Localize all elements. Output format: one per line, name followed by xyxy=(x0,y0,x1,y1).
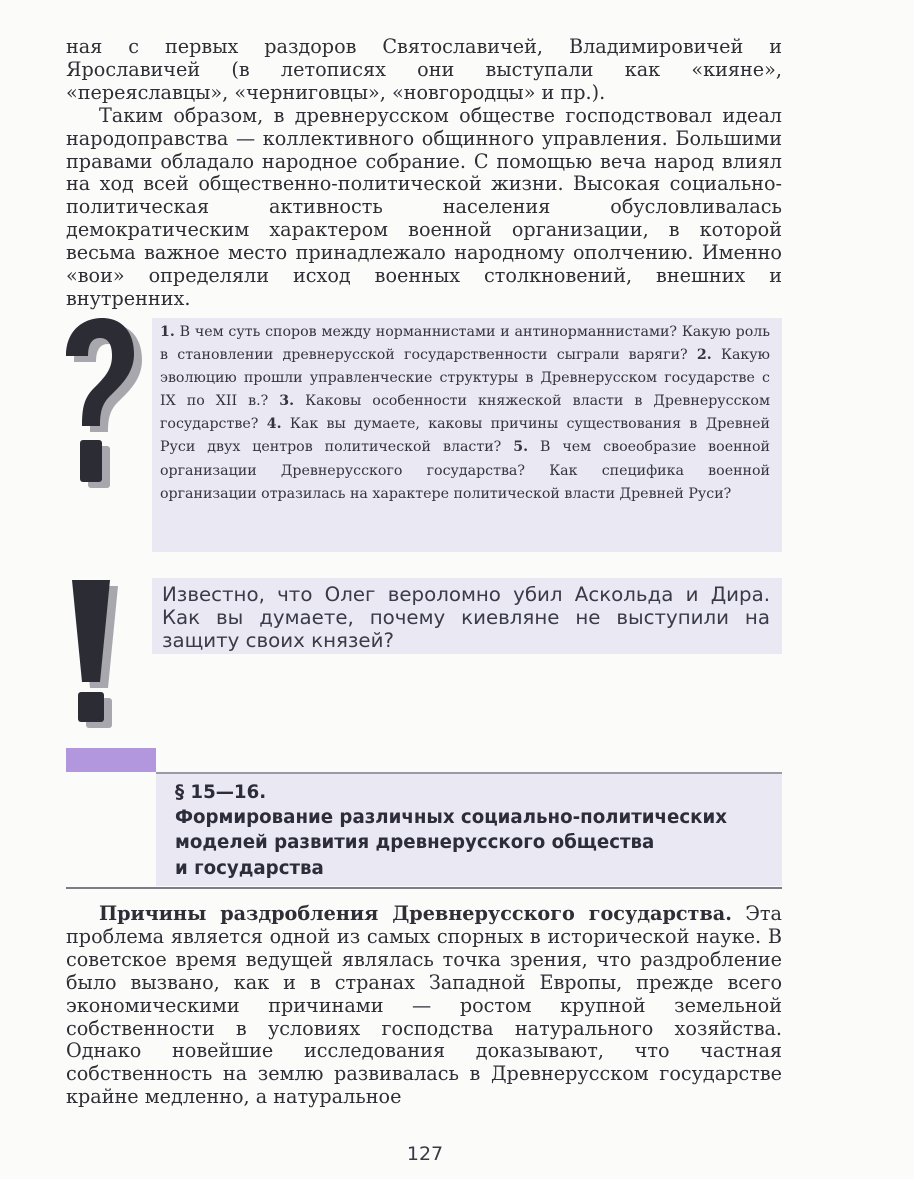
section-title xyxy=(175,780,775,881)
paragraph-summary: Таким образом, в древнерусском обществе господствовал идеал народоправства — коллективного общинного управления. Большими правами обладало народное собрание. С помощью веча народ влиял на ход всей общественно-политической жизни. Высокая социально-политическая активность населения обусловливалась демократическим характером военной организации, в которой весьма важное место принадлежало народному ополчению. Именно «вои» определяли исход военных столкновений, внешних и внутренних. xyxy=(66,103,782,310)
question-text: Как вы думаете, каковы причины существования в Древней Руси двух центров политической власти? xyxy=(160,416,771,456)
paragraph-continuation: ная с первых раздоров Святославичей, Владимировичей и Ярославичей (в летописях они выступали как «кияне», «переяславцы», «черниговцы», «новгородцы» и пр.). xyxy=(66,35,782,104)
question-number: 2. xyxy=(696,347,712,364)
question-text: Какую эволюцию прошли управленческие структуры в Древнерусском государстве с IX по XII в.? xyxy=(160,347,770,410)
bottom-text xyxy=(66,903,782,1109)
exclamation-mark-icon xyxy=(62,574,144,734)
section-accent-bar xyxy=(66,748,156,772)
paragraph-lead: Причины раздробления Древнерусского государства. xyxy=(99,902,732,925)
question-number: 3. xyxy=(279,393,295,410)
section-title-line: Формирование различных социально-политических xyxy=(175,807,727,829)
question-text: Каковы особенности княжеской власти в Древнерусском государстве? xyxy=(160,393,770,433)
question-number: 4. xyxy=(266,416,282,433)
page-number: 127 xyxy=(406,1143,444,1165)
section-title-line: и государства xyxy=(175,857,324,879)
section-bottom-rule xyxy=(66,887,782,889)
paragraph-body: Эта проблема является одной из самых спорных в исторической науке. В советское время ведущей являлась точка зрения, что раздробление было вызвано, как и в странах Западной Европы, прежде всего экономическими причинами — ростом крупной земельной собственности в условиях господства натурального хозяйства. Однако новейшие исследования доказывают, что частная собственность на землю развивалась в Древнерусском государстве крайне медленно, а натуральное xyxy=(66,902,782,1109)
section-title-line: моделей развития древнерусского общества xyxy=(175,832,655,854)
question-mark-icon xyxy=(58,316,144,494)
section-number: § 15—16. xyxy=(175,782,267,803)
questions-text xyxy=(160,321,770,506)
paragraph-causes xyxy=(66,903,782,1109)
question-number: 5. xyxy=(513,439,529,456)
question-text: В чем своеобразие военной организации Древнерусского государства? Как специфика военной организации отразилась на характере политической власти Древней Руси? xyxy=(160,439,771,502)
question-text: В чем суть споров между норманнистами и антинорманнистами? Какую роль в становлении древнерусской государственности сыграли варяги? xyxy=(160,324,770,364)
question-number: 1. xyxy=(160,324,175,340)
top-text xyxy=(66,36,782,311)
task-text: Известно, что Олег вероломно убил Аскольда и Дира. Как вы думаете, почему киевляне не выступили на защиту своих князей? xyxy=(162,583,770,653)
